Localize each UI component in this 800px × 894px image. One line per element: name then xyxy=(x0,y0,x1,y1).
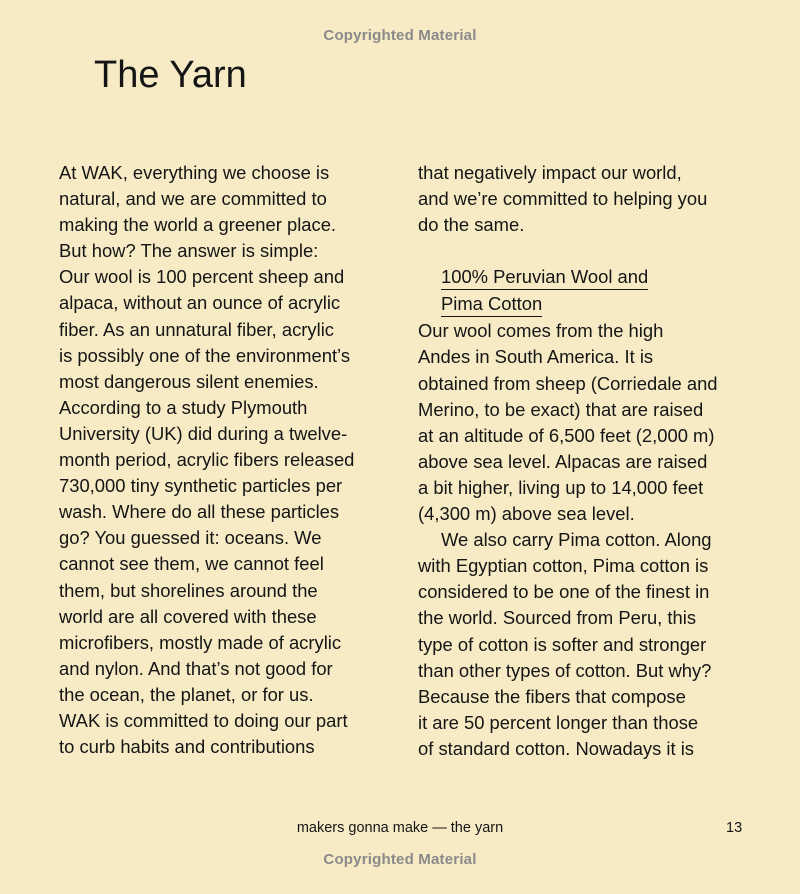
text-line: At WAK, everything we choose is xyxy=(59,162,330,183)
text-line: most dangerous silent enemies. xyxy=(59,370,319,392)
text-line: fiber. As an unnatural fiber, acrylic xyxy=(59,318,334,340)
text-line: obtained from sheep (Corriedale and xyxy=(418,372,718,394)
text-line: microfibers, mostly made of acrylic xyxy=(59,631,342,653)
text-line: According to a study Plymouth xyxy=(59,396,308,418)
text-line: cannot see them, we cannot feel xyxy=(59,553,324,575)
text-line: the world. Sourced from Peru, this xyxy=(418,607,697,629)
text-line: Our wool is 100 percent sheep and xyxy=(59,266,345,288)
text-line: considered to be one of the finest in xyxy=(418,581,710,603)
text-line: type of cotton is softer and stronger xyxy=(418,633,707,655)
section-heading xyxy=(418,264,758,318)
page-number: 13 xyxy=(726,820,743,836)
text-line: of standard cotton. Nowadays it is xyxy=(418,737,695,759)
watermark-top: Copyrighted Material xyxy=(323,27,477,44)
text-line: above sea level. Alpacas are raised xyxy=(418,450,708,472)
text-line: But how? The answer is simple: xyxy=(59,240,319,262)
text-line: do the same. xyxy=(418,214,525,236)
text-line: at an altitude of 6,500 feet (2,000 m) xyxy=(418,424,715,446)
watermark-bottom: Copyrighted Material xyxy=(323,851,477,868)
text-line: that negatively impact our world, xyxy=(418,162,682,183)
text-line: than other types of cotton. But why? xyxy=(418,659,712,681)
text-line: We also carry Pima cotton. Along xyxy=(441,529,712,551)
page-title: The Yarn xyxy=(94,54,247,96)
text-line: Because the fibers that compose xyxy=(418,685,686,707)
text-line: wash. Where do all these particles xyxy=(59,501,340,523)
left-column xyxy=(59,160,394,760)
text-line: alpaca, without an ounce of acrylic xyxy=(59,292,341,314)
text-line: natural, and we are committed to xyxy=(59,188,327,210)
text-line: a bit higher, living up to 14,000 feet xyxy=(418,476,704,498)
text-line: and we’re committed to helping you xyxy=(418,188,708,210)
text-line: to curb habits and contributions xyxy=(59,736,315,758)
text-line: go? You guessed it: oceans. We xyxy=(59,527,322,549)
text-line: Merino, to be exact) that are raised xyxy=(418,398,704,420)
text-line: world are all covered with these xyxy=(59,605,317,627)
right-column xyxy=(418,160,758,762)
text-line: (4,300 m) above sea level. xyxy=(418,503,635,525)
text-line: is possibly one of the environment’s xyxy=(59,344,351,366)
text-line: month period, acrylic fibers released xyxy=(59,449,355,471)
text-line: 730,000 tiny synthetic particles per xyxy=(59,475,343,497)
text-line: making the world a greener place. xyxy=(59,214,337,236)
paragraph-spacer xyxy=(418,238,758,264)
section-heading-line: Pima Cotton xyxy=(441,292,542,317)
section-heading-line: 100% Peruvian Wool and xyxy=(441,265,648,290)
text-line: the ocean, the planet, or for us. xyxy=(59,683,314,705)
text-line: Andes in South America. It is xyxy=(418,346,654,368)
text-line: WAK is committed to doing our part xyxy=(59,709,348,731)
text-line: with Egyptian cotton, Pima cotton is xyxy=(418,555,709,577)
text-line: University (UK) did during a twelve- xyxy=(59,422,348,444)
text-line: it are 50 percent longer than those xyxy=(418,711,699,733)
text-line: Our wool comes from the high xyxy=(418,320,664,342)
running-head: makers gonna make — the yarn xyxy=(296,820,504,836)
text-line: and nylon. And that’s not good for xyxy=(59,657,333,679)
text-line: them, but shorelines around the xyxy=(59,579,318,601)
